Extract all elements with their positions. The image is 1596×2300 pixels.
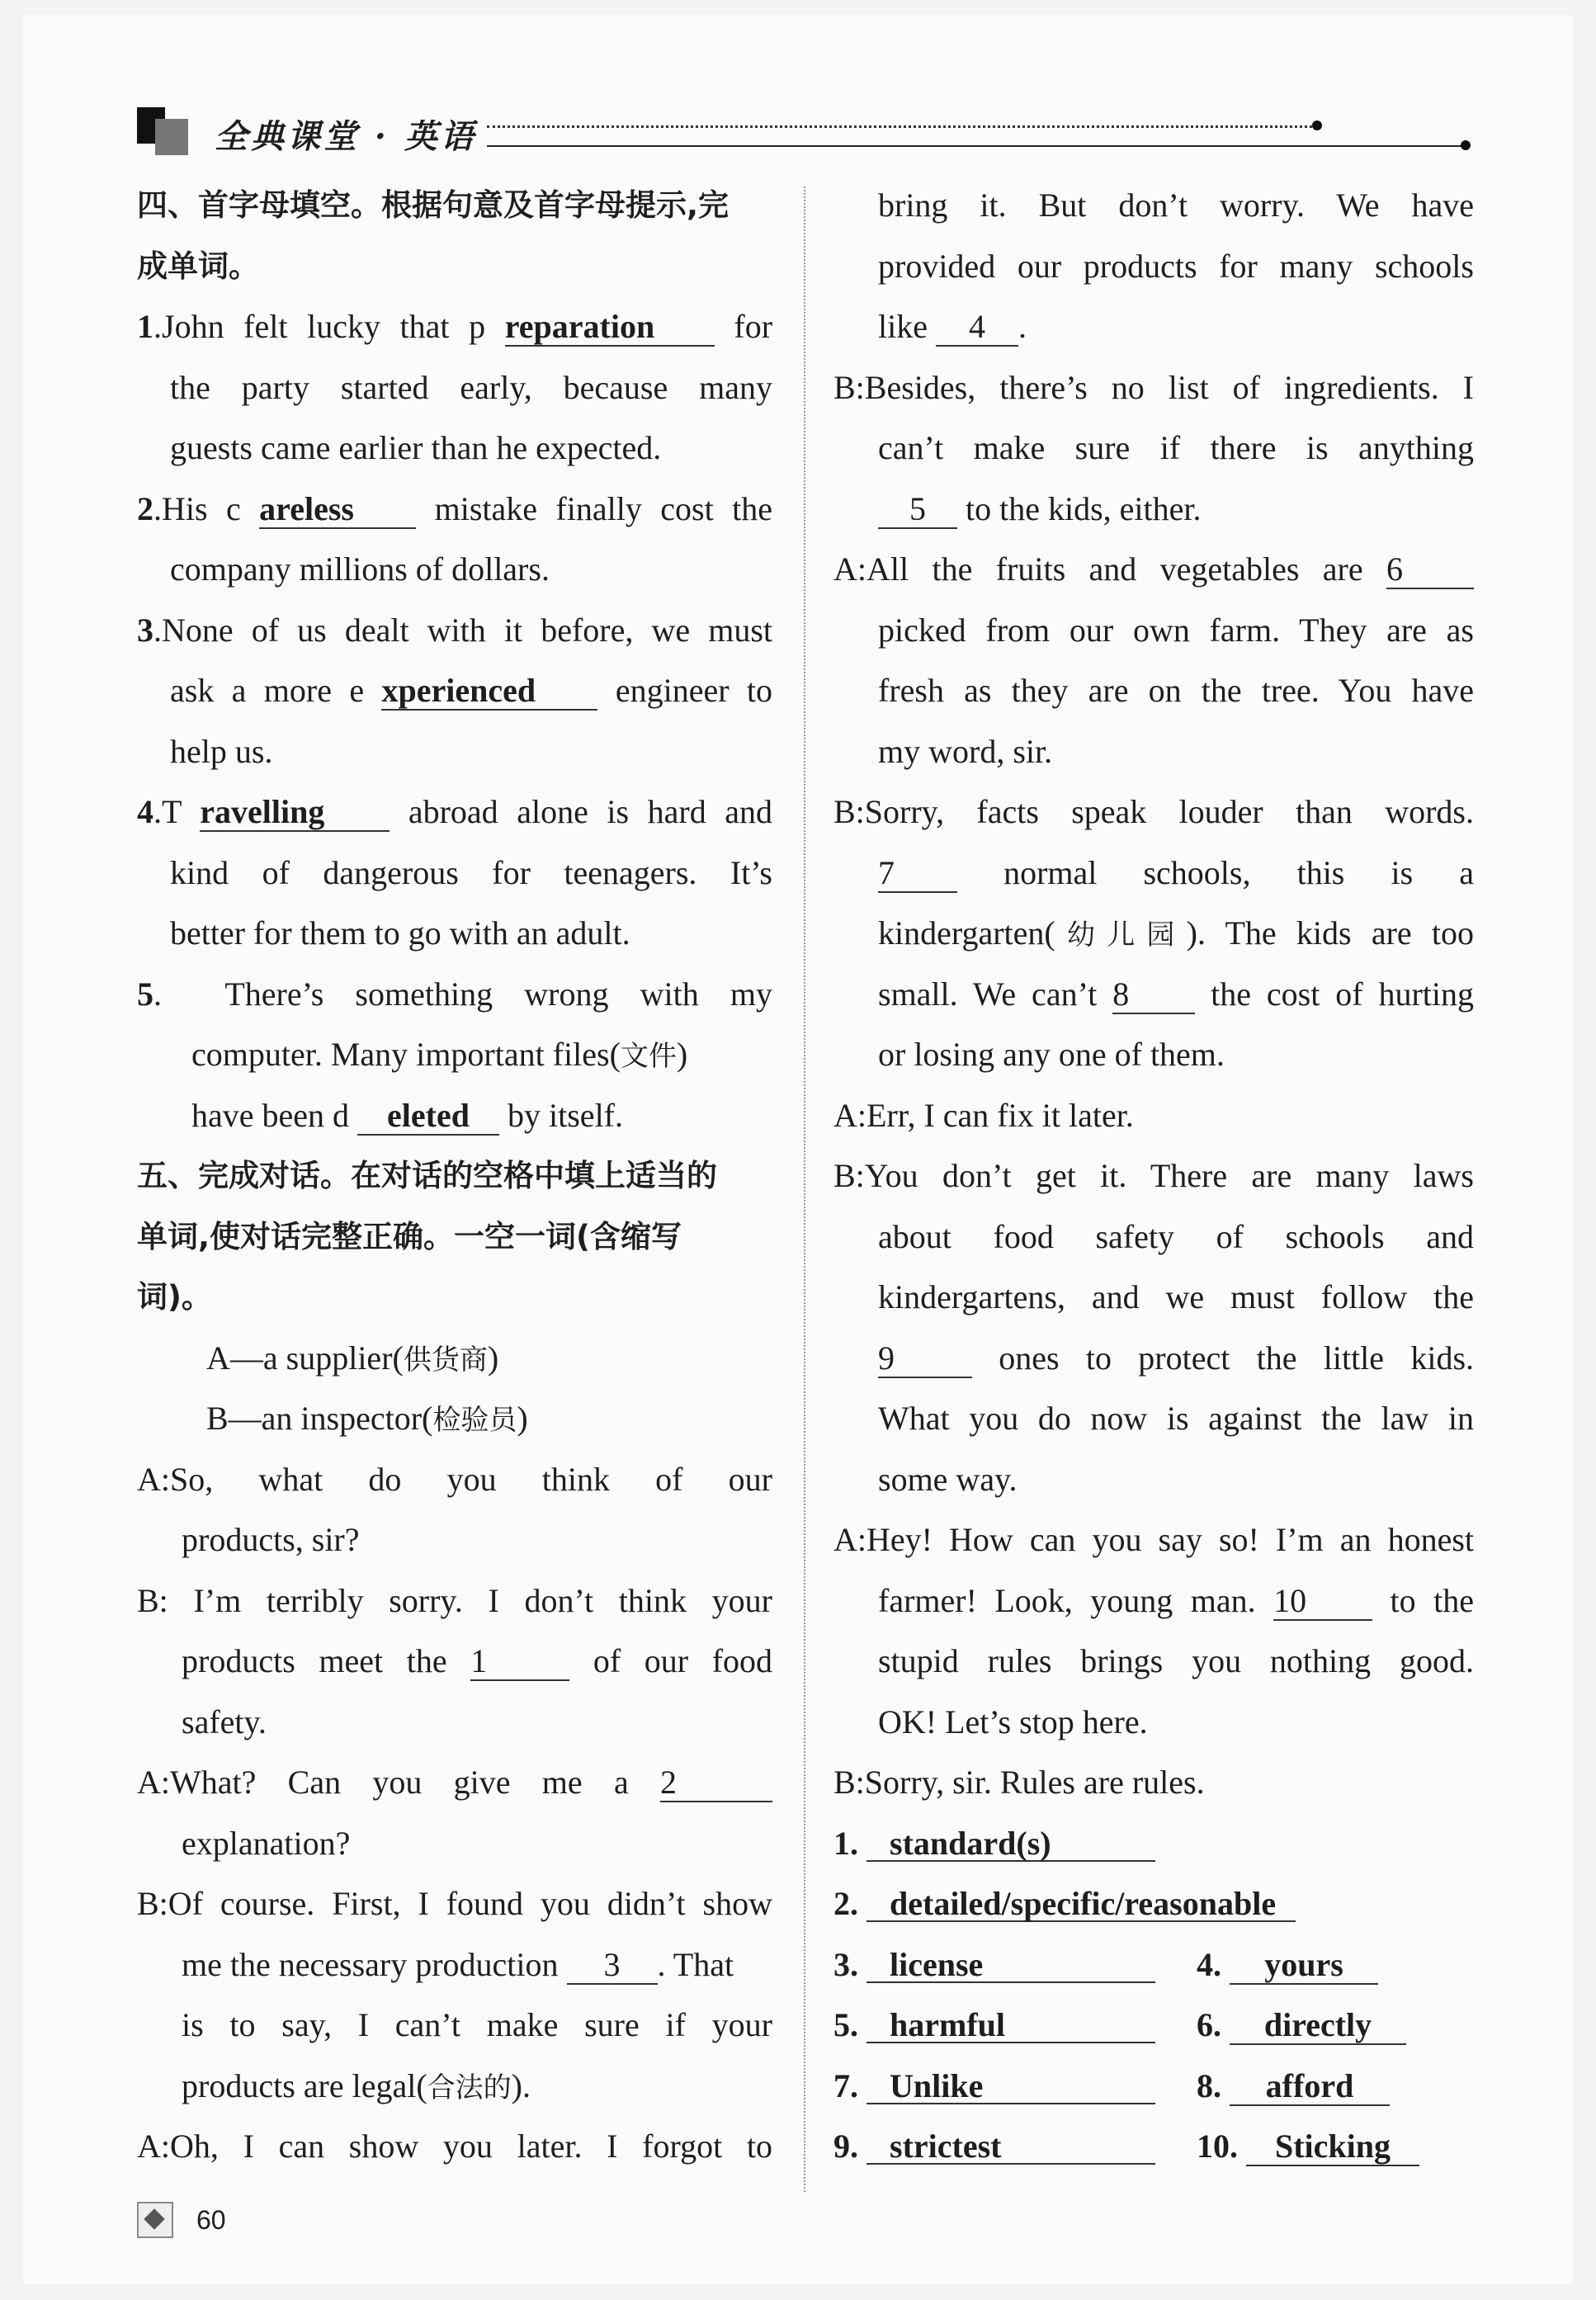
dialogue-blank: 5 <box>878 493 957 529</box>
dialogue-line: B:Of course. First, I found you didn’t show <box>137 1885 772 1922</box>
dialogue-line <box>833 479 1474 540</box>
diamond-icon <box>137 2202 173 2238</box>
question-number: 1 <box>137 308 153 345</box>
dialogue-line: kindergartens, and we must follow the <box>878 1278 1474 1315</box>
question-text <box>137 660 772 721</box>
dialogue-line: A:Hey! How can you say so! I’m an honest <box>833 1521 1474 1558</box>
dialogue-text: A:All the fruits and vegetables are <box>833 550 1363 588</box>
question-text: kind of dangerous for teenagers. It’s <box>170 853 772 891</box>
dialogue-line: fresh as they are on the tree. You have <box>878 672 1474 709</box>
header-dot <box>1312 120 1322 130</box>
question-4: 4.T ravelling abroad alone is hard and <box>137 793 773 830</box>
answer-row <box>833 1934 1474 1995</box>
question-text: company millions of dollars. <box>170 550 550 588</box>
role-text: B—an inspector( <box>206 1400 433 1437</box>
question-text: the party started early, because many <box>170 368 772 406</box>
question-text: T <box>162 793 182 830</box>
dialogue-line: OK! Let’s stop here. <box>878 1703 1148 1740</box>
answer-text: Unlike <box>866 2070 1155 2104</box>
answer-blank: xperienced <box>381 674 597 711</box>
question-1: 1.John felt lucky that p reparation for <box>137 308 773 345</box>
dialogue-line: some way. <box>878 1460 1018 1498</box>
dialogue-line: B:Besides, there’s no list of ingredients. I <box>833 368 1474 406</box>
dialogue-blank: 8 <box>1112 978 1195 1014</box>
dialogue-line: bring it. But don’t worry. We have <box>878 187 1474 224</box>
question-text: computer. Many important files( <box>191 1036 621 1073</box>
header-dot <box>1461 140 1471 150</box>
section4-title-cont: 成单词。 <box>137 248 259 284</box>
question-text: John felt lucky that p <box>162 308 486 345</box>
dialogue-line: safety. <box>182 1703 267 1740</box>
answer-row <box>833 1995 1474 2056</box>
answer-item <box>1197 1995 1406 2056</box>
dialogue-text-cn: 合法的 <box>427 2071 512 2104</box>
left-column <box>137 175 772 2177</box>
dialogue-text: A:What? Can you give me a <box>137 1764 629 1801</box>
dialogue-blank: 10 <box>1273 1584 1372 1621</box>
role-text: ) <box>517 1400 528 1437</box>
answer-text: standard(s) <box>866 1827 1155 1862</box>
role-text: A—a supplier( <box>206 1339 404 1377</box>
dialogue-blank: 4 <box>936 310 1018 347</box>
answer-row <box>833 2056 1474 2117</box>
question-text: His c <box>162 489 241 527</box>
question-text: have been d <box>191 1096 350 1134</box>
answer-number: 8. <box>1197 2066 1221 2104</box>
role-text-cn: 检验员 <box>432 1404 517 1437</box>
section5-title-cont: 词)。 <box>137 1279 212 1315</box>
answer-text: strictest <box>866 2130 1155 2165</box>
dialogue-line <box>833 903 1474 964</box>
section5-title-cont: 单词,使对话完整正确。一空一词(含缩写 <box>137 1218 682 1254</box>
dialogue-line <box>137 2056 772 2117</box>
answer-text: afford <box>1230 2070 1390 2106</box>
answer-item <box>833 1813 1155 1874</box>
question-5: 5. There’s something wrong with my <box>137 975 772 1013</box>
question-number: 4 <box>137 793 153 830</box>
question-text: mistake finally cost the <box>434 489 772 527</box>
dialogue-line <box>137 1631 772 1692</box>
question-text: by itself. <box>508 1096 623 1134</box>
column-divider <box>804 187 805 2192</box>
question-text: help us. <box>170 732 273 770</box>
answer-blank: eleted <box>357 1099 499 1136</box>
dialogue-text: of our food <box>593 1642 773 1679</box>
question-text: There’s something wrong with my <box>224 975 772 1013</box>
dialogue-text-cn: 幼儿园 <box>1055 919 1187 952</box>
question-text-cn: 文件 <box>620 1040 677 1073</box>
question-text <box>137 1085 772 1146</box>
question-text <box>137 1024 772 1085</box>
answer-number: 4. <box>1197 1945 1221 1983</box>
section5-title: 五、完成对话。在对话的空格中填上适当的 <box>137 1158 717 1193</box>
role-b <box>137 1388 772 1449</box>
role-text: ) <box>487 1339 499 1377</box>
answer-number: 6. <box>1197 2006 1221 2043</box>
dialogue-line: my word, sir. <box>878 732 1053 770</box>
dialogue-text: ). <box>511 2066 531 2104</box>
dialogue-line: provided our products for many schools <box>878 247 1474 285</box>
dialogue-text: small. We can’t <box>878 975 1098 1013</box>
dialogue-text: to the <box>1390 1581 1474 1619</box>
dialogue-blank: 6 <box>1386 553 1474 589</box>
dialogue-line <box>833 539 1474 600</box>
page-number: 60 <box>196 2205 226 2235</box>
dialogue-text: farmer! Look, young man. <box>878 1581 1256 1619</box>
dialogue-text: ones to protect the little kids. <box>999 1339 1475 1377</box>
dialogue-blank: 7 <box>878 857 957 893</box>
dialogue-text: the cost of hurting <box>1211 975 1475 1013</box>
dialogue-line <box>137 1934 772 1995</box>
question-text: abroad alone is hard and <box>408 793 773 830</box>
dialogue-text: kindergarten( <box>878 914 1055 952</box>
dialogue-line: A:Oh, I can show you later. I forgot to <box>137 2128 772 2165</box>
answer-text: detailed/specific/reasonable <box>866 1887 1296 1922</box>
dialogue-line <box>833 296 1474 357</box>
dialogue-text: like <box>878 308 928 345</box>
dialogue-line: stupid rules brings you nothing good. <box>878 1642 1474 1679</box>
dialogue-line: products, sir? <box>182 1521 360 1558</box>
answer-item <box>833 1995 1155 2056</box>
question-text: None of us dealt with it before, we must <box>162 611 772 649</box>
answer-row <box>833 1873 1474 1934</box>
dialogue-text: products meet the <box>182 1642 447 1679</box>
dialogue-line: can’t make sure if there is anything <box>878 429 1474 466</box>
answer-text: Sticking <box>1246 2130 1419 2166</box>
dialogue-line <box>833 843 1474 904</box>
right-column <box>833 175 1474 2177</box>
dialogue-blank: 9 <box>878 1342 972 1378</box>
dialogue-blank: 1 <box>470 1645 569 1681</box>
question-2: 2.His c areless mistake finally cost the <box>137 489 772 527</box>
header-rule <box>487 145 1466 147</box>
answer-item <box>833 1934 1155 1995</box>
question-text: ask a more e <box>170 672 365 709</box>
question-number: 3 <box>137 611 153 649</box>
answer-row <box>833 1813 1474 1874</box>
answer-text: harmful <box>866 2009 1155 2043</box>
answer-item <box>833 1873 1296 1934</box>
question-text: guests came earlier than he expected. <box>170 429 662 466</box>
answer-number: 3. <box>833 1945 858 1983</box>
dialogue-line <box>137 1752 772 1813</box>
dialogue-blank: 3 <box>567 1948 658 1985</box>
dialogue-line <box>833 1570 1474 1632</box>
answer-item <box>833 2116 1155 2177</box>
answer-text: yours <box>1230 1948 1378 1985</box>
answer-blank: ravelling <box>200 796 390 832</box>
page-header <box>137 107 1474 165</box>
answer-number: 10. <box>1197 2128 1238 2165</box>
answer-number: 5. <box>833 2006 858 2043</box>
dialogue-line <box>833 964 1474 1025</box>
dialogue-line: B:Sorry, sir. Rules are rules. <box>833 1764 1205 1801</box>
answer-blank: reparation <box>505 310 715 347</box>
answer-number: 7. <box>833 2066 858 2104</box>
dialogue-line: or losing any one of them. <box>878 1036 1225 1073</box>
question-3: 3.None of us dealt with it before, we must <box>137 611 772 649</box>
question-text: for <box>734 308 773 345</box>
header-dotted-rule <box>487 125 1312 128</box>
answer-text: license <box>866 1948 1155 1983</box>
question-number: 5 <box>137 975 153 1013</box>
answer-row <box>833 2116 1474 2177</box>
dialogue-text: ). The kids are too <box>1186 914 1475 952</box>
answer-text: directly <box>1230 2009 1406 2045</box>
answer-item <box>833 2056 1155 2117</box>
dialogue-blank: 2 <box>660 1766 772 1802</box>
question-text: engineer to <box>615 672 773 709</box>
dialogue-line: picked from our own farm. They are as <box>878 611 1474 649</box>
question-number: 2 <box>137 489 153 527</box>
dialogue-text: products are legal( <box>182 2066 427 2104</box>
dialogue-text: . That <box>657 1945 734 1983</box>
answer-number: 2. <box>833 1885 858 1922</box>
dialogue-line <box>833 1328 1474 1389</box>
dialogue-text: me the necessary production <box>182 1945 559 1983</box>
answer-item <box>1197 2116 1419 2177</box>
answer-number: 1. <box>833 1824 858 1862</box>
dialogue-line: B:You don’t get it. There are many laws <box>833 1157 1474 1194</box>
answer-item <box>1197 1934 1378 1995</box>
dialogue-line: explanation? <box>182 1824 351 1862</box>
question-text: better for them to go with an adult. <box>170 914 630 952</box>
dialogue-line: B:Sorry, facts speak louder than words. <box>833 793 1474 830</box>
dialogue-line: is to say, I can’t make sure if your <box>182 2006 772 2043</box>
answer-blank: areless <box>259 493 416 529</box>
dialogue-line: B: I’m terribly sorry. I don’t think your <box>137 1581 772 1619</box>
dialogue-text: . <box>1018 308 1027 345</box>
dialogue-text: to the kids, either. <box>966 489 1202 527</box>
dialogue-line: A:Err, I can fix it later. <box>833 1096 1134 1134</box>
section4-title: 四、首字母填空。根据句意及首字母提示,完 <box>137 187 730 223</box>
answer-item <box>1197 2056 1390 2117</box>
dialogue-line: What you do now is against the law in <box>878 1400 1474 1437</box>
dialogue-line: about food safety of schools and <box>878 1217 1474 1255</box>
dialogue-text: normal schools, this is a <box>1003 853 1474 891</box>
role-text-cn: 供货商 <box>403 1343 488 1377</box>
logo-gray-square <box>155 119 188 155</box>
dialogue-line: A:So, what do you think of our <box>137 1460 772 1498</box>
role-a <box>137 1328 772 1389</box>
header-title: 全典课堂 · 英语 <box>215 117 477 156</box>
question-text: ) <box>676 1036 688 1073</box>
answer-number: 9. <box>833 2128 858 2165</box>
